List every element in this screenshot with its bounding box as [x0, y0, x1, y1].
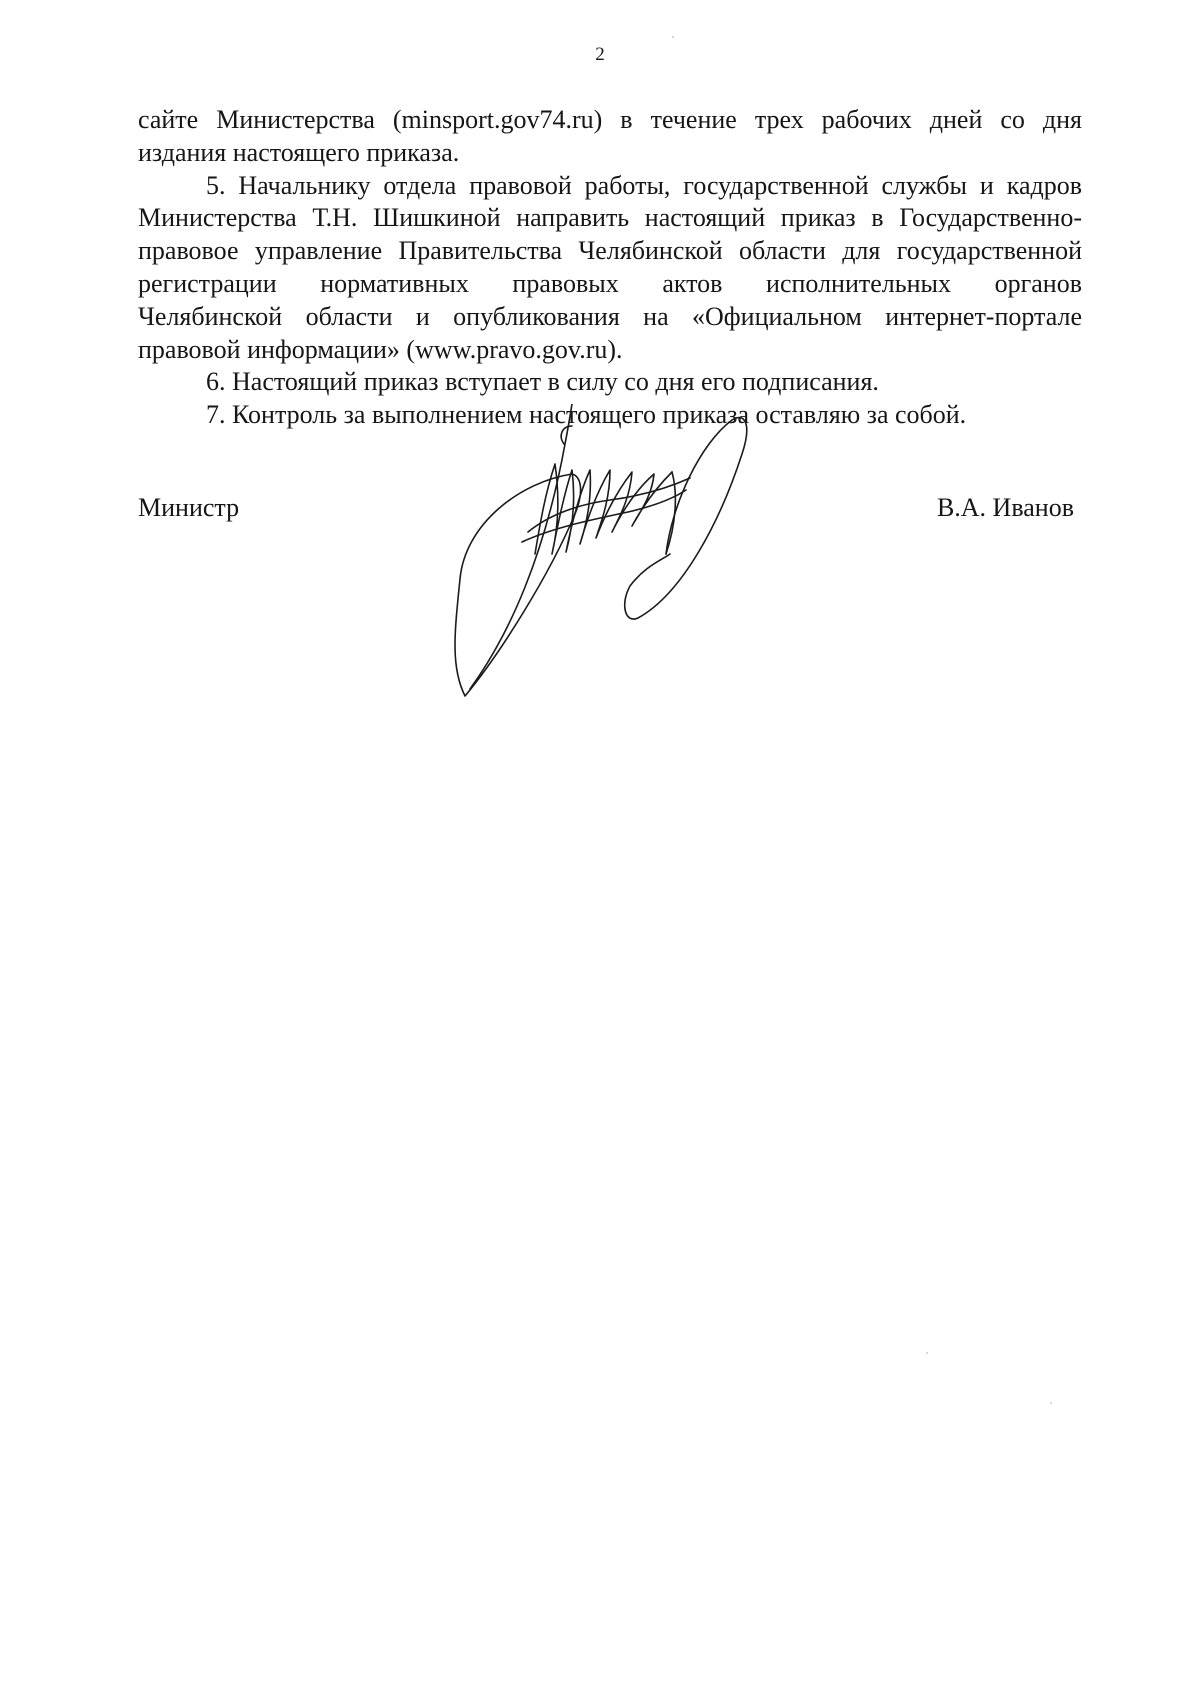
signatory-name: В.А. Иванов — [936, 493, 1074, 522]
paragraph-item-6: 6. Настоящий приказ вступает в силу со дня его подписания. — [206, 367, 879, 397]
signatory-position: Министр — [138, 493, 240, 522]
page-number: 2 — [595, 44, 605, 65]
paragraph-item-5-line: правовой информации» (www.pravo.gov.ru). — [138, 334, 623, 364]
scan-speck — [1050, 1402, 1052, 1404]
handwritten-signature — [440, 404, 820, 704]
paragraph-item-5-line: правовое управление Правительства Челябинской области для государственной — [138, 236, 1082, 266]
paragraph-continuation-line: сайте Министерства (minsport.gov74.ru) в течение трех рабочих дней со дня — [138, 105, 1082, 134]
paragraph-item-5-line: регистрации нормативных правовых актов исполнительных органов — [138, 268, 1082, 298]
scan-speck — [926, 1352, 928, 1354]
paragraph-item-5-line: 5. Начальнику отдела правовой работы, государственной службы и кадров — [206, 170, 1082, 200]
paragraph-continuation-line: издания настоящего приказа. — [138, 137, 460, 167]
paragraph-item-5-line: Министерства Т.Н. Шишкиной направить настоящий приказ в Государственно- — [138, 203, 1082, 233]
scan-speck — [672, 36, 674, 38]
paragraph-item-7: 7. Контроль за выполнением настоящего приказа оставляю за собой. — [206, 400, 967, 430]
paragraph-item-5-line: Челябинской области и опубликования на «Официальном интернет-портале — [138, 301, 1082, 331]
document-body — [138, 104, 1082, 432]
